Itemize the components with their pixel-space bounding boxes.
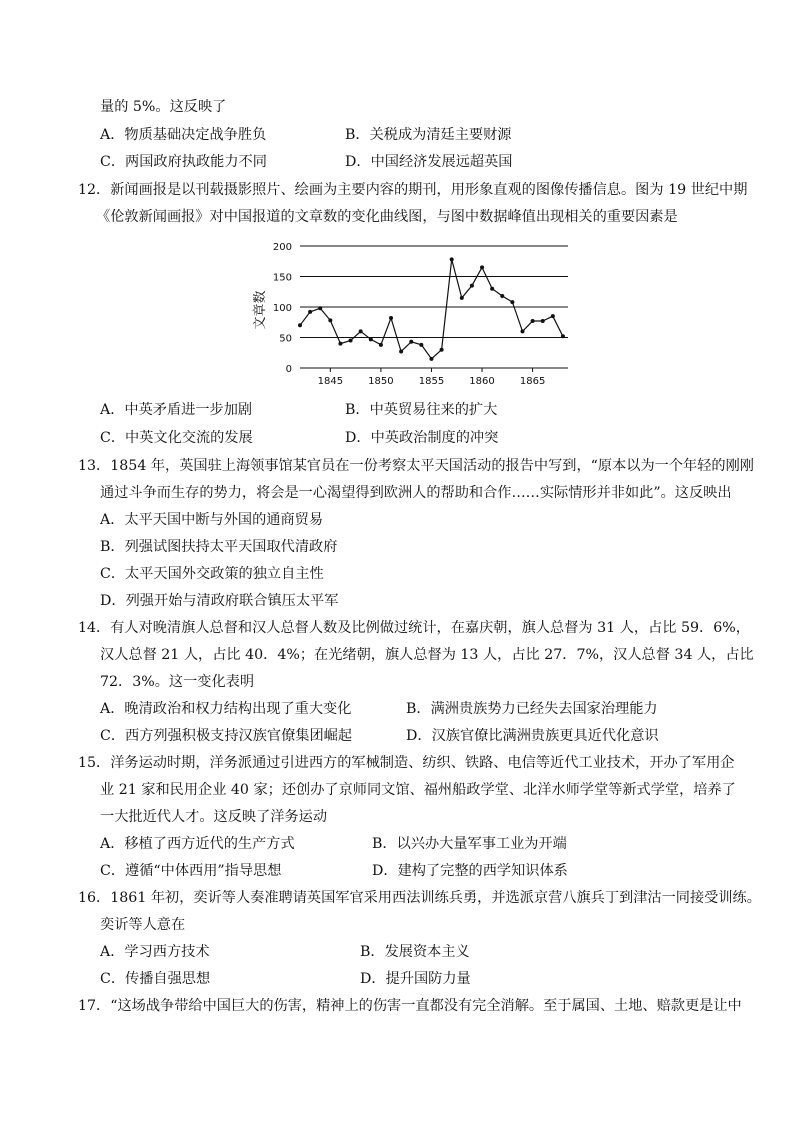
q15-option-a: A．移植了西方近代的生产方式 bbox=[100, 836, 295, 852]
y-tick-label: 100 bbox=[272, 303, 292, 314]
data-point bbox=[500, 294, 504, 298]
q15-option-b: B．以兴办大量军事工业为开端 bbox=[372, 836, 567, 852]
q15-stem-line3: 一大批近代人才。这反映了洋务运动 bbox=[100, 809, 328, 825]
q14-option-d: D．汉族官僚比满洲贵族更具近代化意识 bbox=[406, 728, 659, 744]
q16-option-a: A．学习西方技术 bbox=[100, 944, 210, 960]
data-point bbox=[369, 337, 373, 341]
q12-stem-line2: 《伦敦新闻画报》对中国报道的文章数的变化曲线图，与图中数据峰值出现相关的重要因素是 bbox=[96, 209, 678, 225]
data-point bbox=[389, 316, 393, 320]
q12-option-a: A．中英矛盾进一步加剧 bbox=[100, 402, 253, 418]
q15-stem-line2: 业 21 家和民用企业 40 家；还创办了京师同文馆、福州船政学堂、北洋水师学堂等新式学堂，培养了 bbox=[100, 782, 736, 798]
y-tick-label: 200 bbox=[272, 242, 292, 253]
q11-option-b: B．关税成为清廷主要财源 bbox=[345, 127, 512, 143]
data-point bbox=[298, 323, 302, 327]
data-point bbox=[429, 357, 433, 361]
q17-stem-line1: 17．“这场战争带给中国巨大的伤害，精神上的伤害一直都没有完全消解。至于属国、土地、赔款更是让中 bbox=[78, 998, 742, 1014]
q11-text: 量的 5%。这反映了 bbox=[100, 99, 227, 115]
q13-option-d: D．列强开始与清政府联合镇压太平军 bbox=[100, 593, 339, 609]
q14-stem-line3: 72．3%。这一变化表明 bbox=[100, 674, 255, 690]
q12-option-c: C．中英文化交流的发展 bbox=[100, 430, 253, 446]
q12-option-d: D．中英政治制度的冲突 bbox=[345, 430, 499, 446]
y-tick-label: 0 bbox=[285, 364, 292, 375]
data-point bbox=[470, 284, 474, 288]
data-point bbox=[338, 342, 342, 346]
data-point bbox=[460, 296, 464, 300]
data-point bbox=[561, 334, 565, 338]
q11-option-c: C．两国政府执政能力不同 bbox=[100, 154, 267, 170]
q16-stem-line2: 奕䜣等人意在 bbox=[100, 917, 186, 933]
x-tick-label: 1845 bbox=[317, 376, 344, 387]
data-point bbox=[359, 329, 363, 333]
y-tick-label: 50 bbox=[279, 333, 292, 345]
data-point bbox=[510, 300, 514, 304]
q14-option-a: A．晚清政治和权力结构出现了重大变化 bbox=[100, 701, 352, 717]
data-point bbox=[541, 319, 545, 323]
q11-option-d: D．中国经济发展远超英国 bbox=[345, 154, 513, 170]
x-tick-label: 1850 bbox=[368, 376, 394, 387]
data-point bbox=[409, 340, 413, 344]
x-tick-label: 1855 bbox=[418, 376, 445, 387]
data-point bbox=[520, 329, 524, 333]
q14-stem-line1: 14．有人对晚清旗人总督和汉人总督人数及比例做过统计，在嘉庆朝，旗人总督为 31 人，占比 59．6%， bbox=[78, 620, 750, 636]
q13-option-b: B．列强试图扶持太平天国取代清政府 bbox=[100, 539, 338, 555]
data-point bbox=[379, 343, 383, 347]
data-point bbox=[328, 318, 332, 322]
q13-stem-line1: 13．1854 年，英国驻上海领事馆某官员在一份考察太平天国活动的报告中写到，“原本以为一个年轻的刚刚 bbox=[78, 458, 754, 474]
article-count-line-chart bbox=[248, 236, 580, 388]
data-point bbox=[480, 265, 484, 269]
data-point bbox=[308, 310, 312, 314]
q15-option-c: C．遵循“中体西用”指导思想 bbox=[100, 863, 282, 879]
q14-option-c: C．西方列强积极支持汉族官僚集团崛起 bbox=[100, 728, 353, 744]
data-point bbox=[551, 314, 555, 318]
q16-option-b: B．发展资本主义 bbox=[360, 944, 470, 960]
data-point bbox=[419, 343, 423, 347]
q12-option-b: B．中英贸易往来的扩大 bbox=[345, 402, 498, 418]
y-axis-label: 文章数 bbox=[253, 290, 268, 330]
data-point bbox=[399, 350, 403, 354]
q12-stem-line1: 12．新闻画报是以刊载摄影照片、绘画为主要内容的期刊，用形象直观的图像传播信息。图为 19 世纪中期 bbox=[78, 182, 748, 198]
q13-option-c: C．太平天国外交政策的独立自主性 bbox=[100, 566, 324, 582]
q13-option-a: A．太平天国中断与外国的通商贸易 bbox=[100, 512, 324, 528]
q16-stem-line1: 16．1861 年初，奕䜣等人奏准聘请英国军官采用西法训练兵勇，并选派京营八旗兵丁到津沽一同接受训练。 bbox=[78, 890, 761, 906]
q14-option-b: B．满洲贵族势力已经失去国家治理能力 bbox=[406, 701, 658, 717]
q15-stem-line1: 15．洋务运动时期，洋务派通过引进西方的军械制造、纺织、铁路、电信等近代工业技术，开办了军用企 bbox=[78, 755, 735, 771]
x-tick-label: 1860 bbox=[469, 376, 495, 387]
q16-option-c: C．传播自强思想 bbox=[100, 971, 211, 987]
data-point bbox=[349, 339, 353, 343]
data-point bbox=[490, 287, 494, 291]
y-tick-label: 150 bbox=[272, 272, 292, 284]
q15-option-d: D．建构了完整的西学知识体系 bbox=[372, 863, 568, 879]
data-point bbox=[318, 306, 322, 310]
data-point bbox=[450, 257, 454, 261]
data-point bbox=[531, 319, 535, 323]
q14-stem-line2: 汉人总督 21 人，占比 40．4%；在光绪朝，旗人总督为 13 人，占比 27．7%，汉人总督 34 人，占比 bbox=[100, 647, 754, 663]
x-tick-label: 1865 bbox=[519, 376, 546, 387]
q13-stem-line2: 通过斗争而生存的势力，将会是一心渴望得到欧洲人的帮助和合作……实际情形并非如此”。这反映出 bbox=[100, 485, 732, 501]
data-point bbox=[440, 348, 444, 352]
q16-option-d: D．提升国防力量 bbox=[360, 971, 471, 987]
q11-option-a: A．物质基础决定战争胜负 bbox=[100, 127, 267, 143]
